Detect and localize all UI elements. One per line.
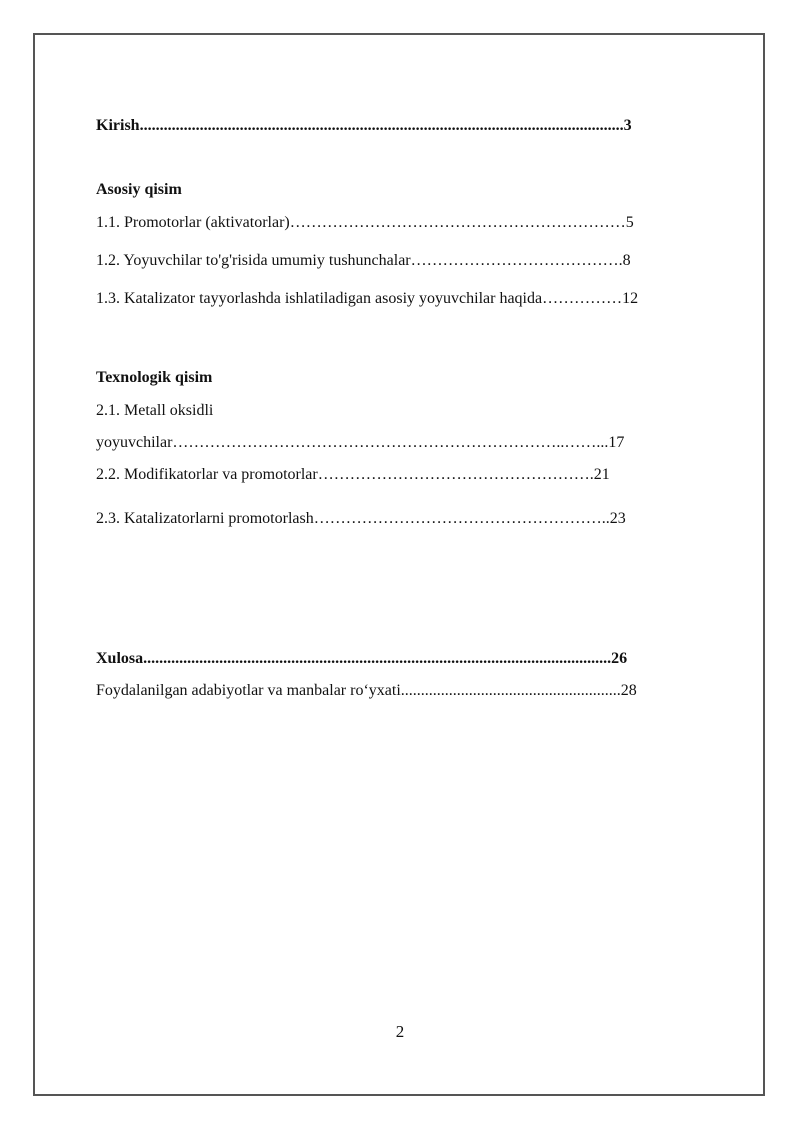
toc-entry-2-1-line1[interactable]: 2.1. Metall oksidli (96, 402, 214, 419)
toc-entry-2-3[interactable]: 2.3. Katalizatorlarni promotorlash………………………………………………..23 (96, 510, 626, 527)
toc-entry-2-2[interactable]: 2.2. Modifikatorlar va promotorlar…………………………………………….21 (96, 466, 610, 483)
toc-entry-kirish[interactable]: Kirish.........................................................................................................................3 (96, 117, 632, 134)
toc-entry-adabiyotlar[interactable]: Foydalanilgan adabiyotlar va manbalar ro‘yxati.......................................................28 (96, 682, 637, 699)
toc-entry-1-2[interactable]: 1.2. Yoyuvchilar to'g'risida umumiy tushunchalar………………………………….8 (96, 252, 631, 269)
section-heading-asosiy-qisim: Asosiy qisim (96, 181, 182, 198)
section-heading-texnologik-qisim: Texnologik qisim (96, 369, 213, 386)
toc-entry-xulosa[interactable]: Xulosa.....................................................................................................................26 (96, 650, 628, 667)
toc-entry-2-1-line2[interactable]: yoyuvchilar………………………………………………………………..……...17 (96, 434, 625, 451)
toc-entry-1-3[interactable]: 1.3. Katalizator tayyorlashda ishlatiladigan asosiy yoyuvchilar haqida……………12 (96, 290, 639, 307)
toc-entry-1-1[interactable]: 1.1. Promotorlar (aktivatorlar)………………………………………………………5 (96, 214, 634, 231)
page-number: 2 (395, 1022, 405, 1041)
